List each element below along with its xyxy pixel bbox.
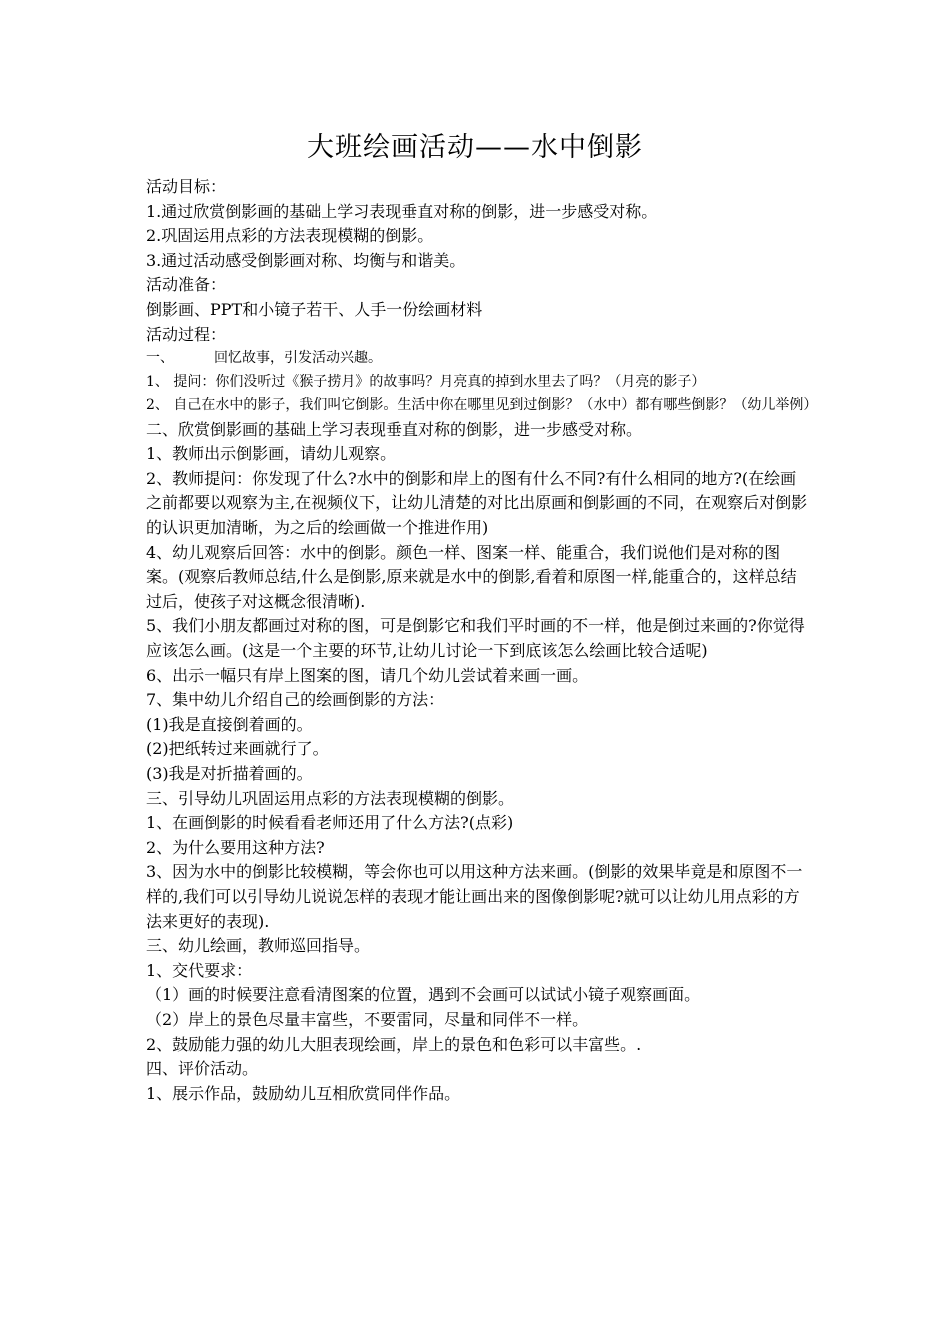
section-3b-req-1: （1）画的时候要注意看清图案的位置，遇到不会画可以试试小镜子观察画面。 (146, 985, 701, 1005)
paragraph-goal-1: 1.通过欣赏倒影画的基础上学习表现垂直对称的倒影，进一步感受对称。 (146, 201, 658, 221)
section-1-number: 一、 (146, 350, 174, 367)
section-2-item-2: 2、教师提问：你发现了什么?水中的倒影和岸上的图有什么不同?有什么相同的地方?(在绘画之前都要以观察为主,在视频仪下，让幼儿清楚的对比出原画和倒影画的不同，在观察后对倒影的认识更加清晰，为之后的绘画做一个推进作用) (146, 468, 808, 538)
section-3b-item-1: 1、交代要求： (146, 960, 253, 980)
section-4-item-1: 1、展示作品，鼓励幼儿互相欣赏同伴作品。 (146, 1083, 461, 1103)
section-3b-item-2: 2、鼓励能力强的幼儿大胆表现绘画，岸上的景色和色彩可以丰富些。. (146, 1034, 642, 1054)
section-3-item-2: 2、为什么要用这种方法? (146, 837, 325, 857)
section-3-item-3: 3、因为水中的倒影比较模糊，等会你也可以用这种方法来画。(倒影的效果毕竟是和原图不一样的,我们可以引导幼儿说说怎样的表现才能让画出来的图像倒影呢?就可以让幼儿用点彩的方法来更好的表现). (146, 862, 803, 931)
section-1-item-2: 2、 自己在水中的影子，我们叫它倒影。生活中你在哪里见到过倒影？（水中）都有哪些倒影？（幼儿举例） (146, 397, 818, 414)
section-2-item-1: 1、教师出示倒影画，请幼儿观察。 (146, 444, 397, 464)
section-3b-heading: 三、幼儿绘画，教师巡回指导。 (146, 936, 371, 956)
document-title: 大班绘画活动——水中倒影 (307, 132, 643, 163)
section-2-item-5: 5、我们小朋友都画过对称的图，可是倒影它和我们平时画的不一样，他是倒过来画的?你觉得应该怎么画。(这是一个主要的环节,让幼儿讨论一下到底该怎么绘画比较合适呢) (146, 616, 805, 660)
section-2-item-6: 6、出示一幅只有岸上图案的图，请几个幼儿尝试着来画一画。 (146, 665, 589, 685)
document-body (146, 175, 818, 1106)
section-2-method-1: (1)我是直接倒着画的。 (146, 714, 313, 734)
section-2-item-7: 7、集中幼儿介绍自己的绘画倒影的方法： (146, 690, 445, 710)
section-2-item-4: 4、幼儿观察后回答：水中的倒影。颜色一样、图案一样、能重合，我们说他们是对称的图案。(观察后教师总结,什么是倒影,原来就是水中的倒影,看着和原图一样,能重合的，这样总结过后，使孩子对这概念很清晰). (146, 542, 797, 611)
section-2-heading: 二、欣赏倒影画的基础上学习表现垂直对称的倒影，进一步感受对称。 (146, 419, 643, 439)
paragraph-goal-2: 2.巩固运用点彩的方法表现模糊的倒影。 (146, 226, 434, 246)
paragraph-goal-3: 3.通过活动感受倒影画对称、均衡与和谐美。 (146, 250, 466, 270)
section-1-heading (146, 347, 811, 371)
paragraph-goals-heading: 活动目标： (146, 177, 227, 196)
section-3-heading: 三、引导幼儿巩固运用点彩的方法表现模糊的倒影。 (146, 788, 515, 808)
paragraph-process-heading: 活动过程： (146, 324, 227, 344)
section-2-method-3: (3)我是对折描着画的。 (146, 763, 313, 783)
section-1-item-1: 1、 提问：你们没听过《猴子捞月》的故事吗？月亮真的掉到水里去了吗？（月亮的影子） (146, 373, 706, 390)
section-3b-req-2: （2）岸上的景色尽量丰富些，不要雷同，尽量和同伴不一样。 (146, 1009, 589, 1029)
paragraph-prep-materials: 倒影画、PPT和小镜子若干、人手一份绘画材料 (146, 299, 483, 319)
paragraph-prep-heading: 活动准备： (146, 275, 227, 295)
section-2-method-2: (2)把纸转过来画就行了。 (146, 739, 329, 759)
section-3-item-1: 1、在画倒影的时候看看老师还用了什么方法?(点彩) (146, 813, 514, 833)
section-1-text: 回忆故事，引发活动兴趣。 (214, 350, 382, 367)
section-4-heading: 四、评价活动。 (146, 1059, 259, 1079)
